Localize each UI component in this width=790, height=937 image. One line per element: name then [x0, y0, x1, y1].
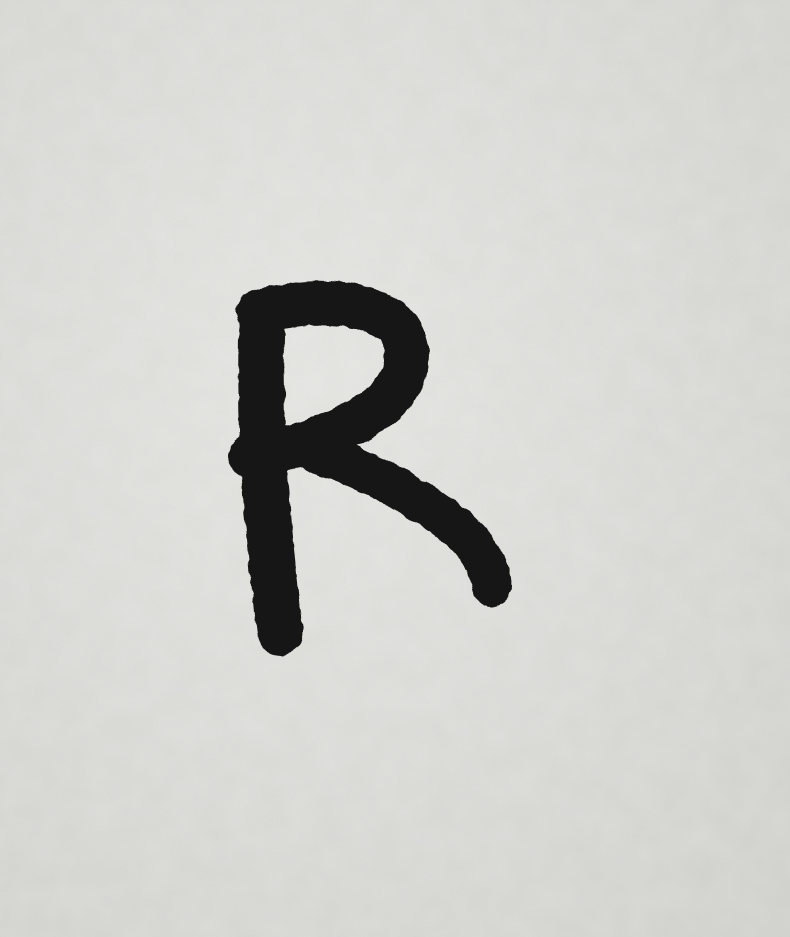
r-leg-stroke: [318, 454, 492, 586]
